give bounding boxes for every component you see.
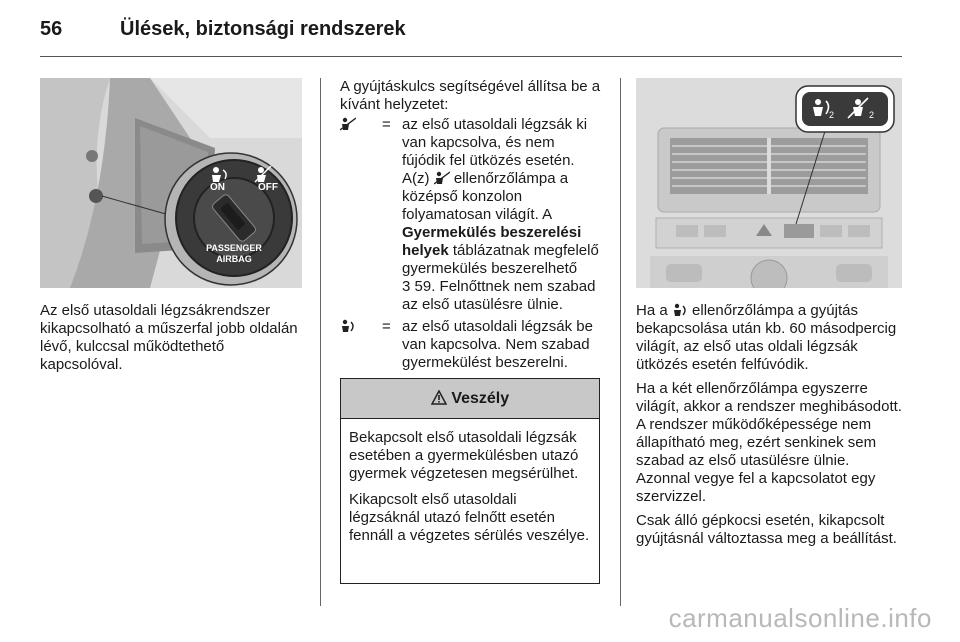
right-paragraph-2: Ha a két ellenőrzőlámpa egyszerre világít, akkor a rendszer meghibásodott. A rendszer működőképessége nem állapítható meg, ezért senkinek sem szabad az első utasülésre ülnie. Azonnal vegye fel a kapcsolatot egy szervizzel.	[636, 380, 902, 505]
page-number: 56	[40, 18, 63, 40]
airbag-off-icon	[434, 171, 450, 185]
airbag-off-icon	[340, 116, 358, 134]
airbag-switch-illustration	[40, 78, 302, 288]
airbag-on-icon	[340, 318, 358, 336]
airbag-on-definition: az első utasoldali légzsák be van kapcsolva. Nem szabad gyermekülést beszerelni.	[402, 318, 593, 371]
header-rule	[40, 56, 902, 57]
center-console-figure	[636, 78, 902, 288]
svg-text:2: 2	[829, 110, 835, 120]
warning-triangle-icon	[431, 390, 447, 405]
right-paragraph-1: Ha a ellenőrzőlámpa a gyújtás bekapcsolása után kb. 60 másodpercig világít, az első utas oldali légzsák ütközés esetén felfúvódik.	[636, 302, 897, 373]
center-console-illustration	[636, 78, 902, 288]
airbag-on-icon	[672, 303, 688, 317]
danger-title: Veszély	[451, 390, 510, 407]
danger-paragraph-1: Bekapcsolt első utasoldali légzsák esetében a gyermekülésben utazó gyermek végzetesen megsérülhet.	[349, 429, 579, 482]
watermark: carmanualsonline.info	[668, 603, 932, 633]
switch-label-airbag: AIRBAG	[216, 254, 252, 264]
equals-sign: =	[382, 116, 391, 133]
column-divider-left	[320, 78, 321, 606]
airbag-switch-figure	[40, 78, 302, 288]
danger-body	[341, 419, 599, 545]
danger-box	[340, 378, 600, 584]
intro-paragraph: A gyújtáskulcs segítségével állítsa be a kívánt helyzetet:	[340, 78, 601, 113]
page-reference[interactable]: 59. Felnőttnek nem szabad az első utasülésre ülnie.	[402, 278, 596, 313]
switch-description: Az első utasoldali légzsákrendszer kikapcsolható a műszerfal jobb oldalán lévő, kulccsal működtethető kapcsolóval.	[40, 302, 298, 373]
column-divider-right	[620, 78, 621, 606]
equals-sign: =	[382, 318, 391, 335]
airbag-off-definition: az első utasoldali légzsák ki van kapcsolva, és nem fújódik fel ütközés esetén. A(z) ellenőrzőlámpa a középső konzolon folyamatosan világít. A Gyermekülés beszerelési helyek táblázatnak megfelelő gyermekülés beszerelhető 3 59. Felnőttnek nem szabad az első utasülésre ülnie.	[402, 116, 599, 313]
middle-column	[340, 78, 602, 378]
svg-text:2: 2	[869, 110, 875, 120]
danger-header	[341, 379, 599, 419]
page-title: Ülések, biztonsági rendszerek	[120, 18, 406, 40]
switch-label-passenger: PASSENGER	[206, 243, 262, 253]
right-paragraph-3: Csak álló gépkocsi esetén, kikapcsolt gyújtásnál változtassa meg a beállítást.	[636, 512, 897, 547]
switch-label-off: OFF	[258, 182, 278, 193]
danger-paragraph-2: Kikapcsolt első utasoldali légzsáknál utazó felnőtt esetén fennáll a végzetes sérülés veszélye.	[349, 491, 590, 544]
switch-label-on: ON	[210, 182, 225, 193]
reference-symbol: 3	[402, 278, 411, 295]
left-column-text	[40, 302, 304, 374]
right-column-text	[636, 302, 904, 548]
reference-bold: Gyermekülés beszerelési helyek	[402, 224, 582, 259]
